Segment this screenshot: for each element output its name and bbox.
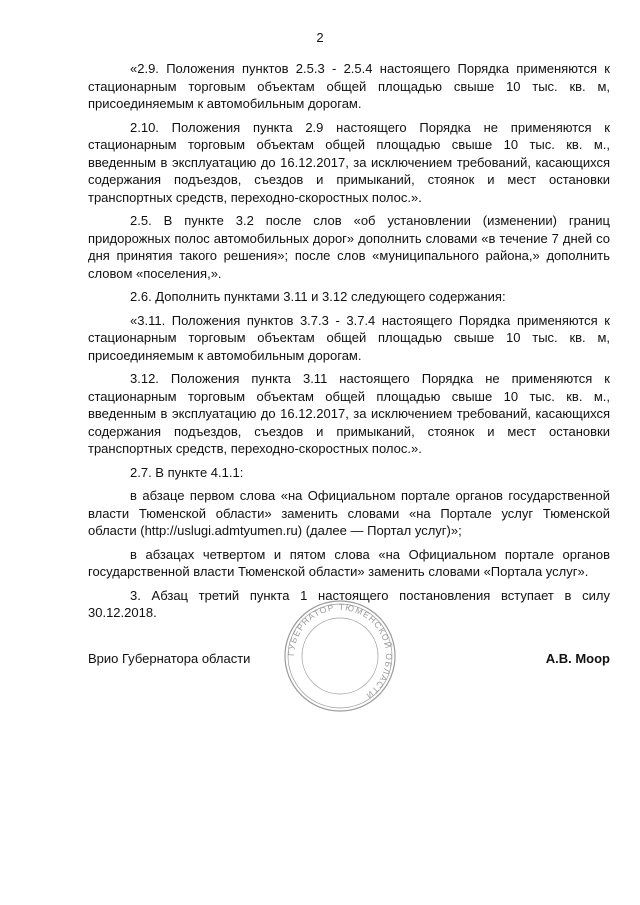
signatory-title: Врио Губернатора области: [88, 651, 251, 666]
paragraph: «3.11. Положения пунктов 3.7.3 - 3.7.4 настоящего Порядка применяются к стационарным торговым объектам общей площадью свыше 10 тыс. кв. м, присоединяемым к автомобильным дорогам.: [88, 312, 610, 363]
paragraph: 2.10. Положения пункта 2.9 настоящего Порядка не применяются к стационарным торговым объектам общей площадью свыше 10 тыс. кв. м., введенным в эксплуатацию до 16.12.2017, за исключением требований, касающихся содержания подъездов, съездов и примыканий, стоянок и мест остановки транспортных средств, переходно-скоростных полос.».: [88, 119, 610, 205]
paragraph: «2.9. Положения пунктов 2.5.3 - 2.5.4 настоящего Порядка применяются к стационарным торговым объектам общей площадью свыше 10 тыс. кв. м, присоединяемым к автомобильным дорогам.: [88, 61, 610, 111]
page-number: 2: [316, 30, 324, 45]
document-body: [88, 60, 610, 628]
paragraph: в абзацах четвертом и пятом слова «на Официальном портале органов государственной власти Тюменской области» заменить словами «Портала услуг».: [88, 546, 610, 579]
paragraph: в абзаце первом слова «на Официальном портале органов государственной власти Тюменской области» заменить словами «на Портале услуг Тюменской области (http://uslugi.admtyumen.ru) (далее — Портал услуг)»;: [88, 488, 610, 538]
paragraph: 3. Абзац третий пункта 1 настоящего постановления вступает в силу 30.12.2018.: [88, 587, 610, 620]
signatory-name: А.В. Моор: [545, 651, 610, 666]
paragraph: 2.6. Дополнить пунктами 3.11 и 3.12 следующего содержания:: [130, 289, 506, 304]
seal-text: ГУБЕРНАТОР ТЮМЕНСКОЙ ОБЛАСТИ: [285, 601, 395, 702]
paragraph: 3.12. Положения пункта 3.11 настоящего Порядка не применяются к стационарным торговым объектам общей площадью свыше 10 тыс. кв. м., введенным в эксплуатацию до 16.12.2017, за исключением требований, касающихся содержания подъездов, съездов и примыканий, стоянок и мест остановки транспортных средств, переходно-скоростных полос.».: [88, 371, 610, 456]
paragraph: 2.7. В пункте 4.1.1:: [130, 464, 244, 480]
paragraph: 2.5. В пункте 3.2 после слов «об установлении (изменении) границ придорожных полос автомобильных дорог» дополнить словами «в течение 7 дней со дня принятия такого решения»; после слов «муниципального района,» дополнить словом «поселения,».: [88, 213, 610, 281]
signature-block: [88, 651, 610, 671]
